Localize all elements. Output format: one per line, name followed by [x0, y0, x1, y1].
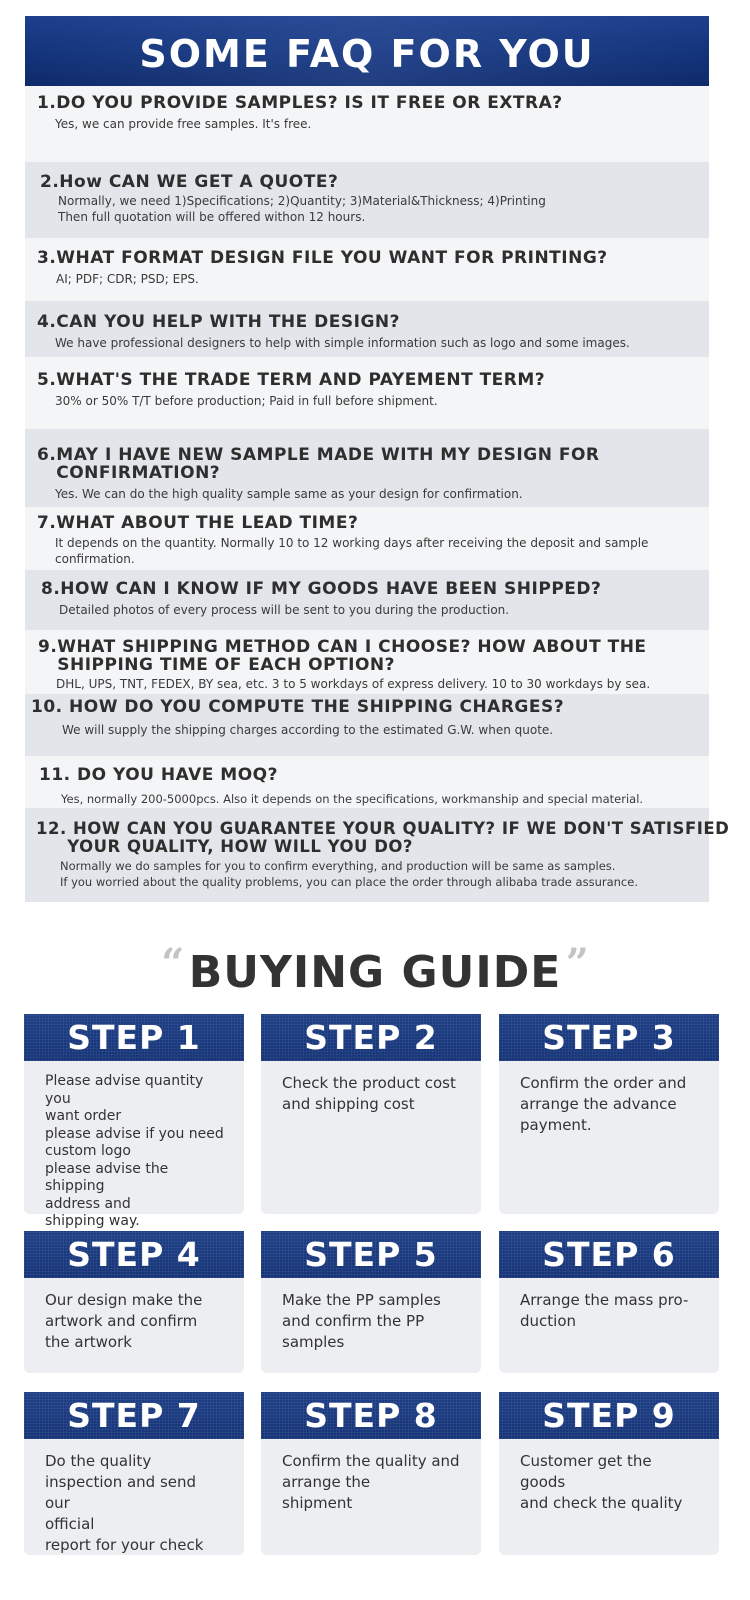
faq-question: 2.How CAN WE GET A QUOTE? — [40, 172, 339, 192]
faq-item-8 — [25, 570, 709, 630]
step-text: Confirm the quality and arrange the shipment — [282, 1452, 460, 1512]
step-text: Our design make the artwork and confirm the artwork — [45, 1291, 203, 1351]
faq-question: 9.WHAT SHIPPING METHOD CAN I CHOOSE? HOW ABOUT THE SHIPPING TIME OF EACH OPTION? — [38, 637, 647, 675]
step-card-1 — [24, 1014, 244, 1229]
faq-title: SOME FAQ FOR YOU — [139, 32, 595, 76]
faq-answer: It depends on the quantity. Normally 10 to 12 working days after receiving the deposit and sample confirmation. — [55, 536, 649, 566]
faq-answer: Yes, we can provide free samples. It's free. — [55, 117, 312, 131]
step-header — [24, 1014, 244, 1061]
step-label: STEP 8 — [304, 1396, 438, 1435]
step-header — [24, 1392, 244, 1439]
faq-question: 1.DO YOU PROVIDE SAMPLES? IS IT FREE OR EXTRA? — [37, 93, 563, 113]
faq-answer: We will supply the shipping charges according to the estimated G.W. when quote. — [62, 723, 554, 737]
faq-answer: Normally we do samples for you to confirm everything, and production will be same as samples. If you worried about the quality problems, you can place the order through alibaba trade assurance. — [60, 859, 638, 889]
step-header — [499, 1392, 719, 1439]
step-header — [499, 1231, 719, 1278]
faq-header — [25, 16, 709, 86]
faq-question: 5.WHAT'S THE TRADE TERM AND PAYEMENT TERM? — [37, 370, 546, 390]
faq-panel — [25, 16, 730, 902]
step-text: Please advise quantity you want order please advise if you need custom logo please advise the shipping address and shipping way. — [45, 1073, 224, 1229]
step-card-8 — [261, 1392, 481, 1555]
step-header — [24, 1231, 244, 1278]
step-text: Make the PP samples and confirm the PP samples — [282, 1291, 441, 1351]
faq-answer: Yes. We can do the high quality sample same as your design for confirmation. — [55, 487, 523, 501]
faq-item-7 — [25, 507, 709, 570]
faq-item-3 — [25, 238, 709, 301]
step-header — [261, 1392, 481, 1439]
step-label: STEP 2 — [304, 1018, 438, 1057]
faq-item-1 — [25, 86, 709, 162]
step-card-3 — [499, 1014, 719, 1214]
step-label: STEP 6 — [542, 1235, 676, 1274]
faq-answer: AI; PDF; CDR; PSD; EPS. — [56, 272, 199, 286]
buying-guide-heading — [0, 940, 750, 998]
step-label: STEP 3 — [542, 1018, 676, 1057]
faq-answer: We have professional designers to help with simple information such as logo and some images. — [55, 336, 630, 350]
step-label: STEP 5 — [304, 1235, 438, 1274]
step-label: STEP 9 — [542, 1396, 676, 1435]
step-header — [261, 1014, 481, 1061]
close-quote-icon: ” — [565, 940, 589, 987]
faq-question: 10. HOW DO YOU COMPUTE THE SHIPPING CHARGES? — [31, 697, 565, 717]
step-text: Do the quality inspection and send our official report for your check — [45, 1452, 204, 1554]
faq-question: 8.HOW CAN I KNOW IF MY GOODS HAVE BEEN SHIPPED? — [41, 579, 602, 599]
step-card-7 — [24, 1392, 244, 1555]
step-text: Check the product cost and shipping cost — [282, 1074, 456, 1113]
open-quote-icon: “ — [161, 940, 185, 987]
faq-question: 7.WHAT ABOUT THE LEAD TIME? — [37, 513, 359, 533]
step-label: STEP 7 — [67, 1396, 201, 1435]
faq-item-11 — [25, 756, 709, 808]
step-card-6 — [499, 1231, 719, 1373]
faq-question: 11. DO YOU HAVE MOQ? — [39, 765, 278, 785]
faq-question: 6.MAY I HAVE NEW SAMPLE MADE WITH MY DESIGN FOR CONFIRMATION? — [37, 445, 600, 483]
faq-item-10 — [25, 694, 709, 756]
step-text: Arrange the mass pro- duction — [520, 1291, 689, 1330]
faq-item-2 — [25, 162, 709, 238]
faq-item-9 — [25, 630, 709, 694]
faq-item-4 — [25, 301, 709, 357]
faq-answer: Yes, normally 200-5000pcs. Also it depends on the specifications, workmanship and special material. — [61, 792, 644, 806]
faq-question: 3.WHAT FORMAT DESIGN FILE YOU WANT FOR PRINTING? — [37, 248, 608, 268]
faq-question: 4.CAN YOU HELP WITH THE DESIGN? — [37, 312, 401, 332]
faq-item-6 — [25, 429, 709, 507]
faq-item-5 — [25, 357, 709, 429]
faq-answer: DHL, UPS, TNT, FEDEX, BY sea, etc. 3 to 5 workdays of express delivery. 10 to 30 workdays by sea. — [56, 677, 651, 691]
faq-item-12 — [25, 808, 730, 902]
step-label: STEP 1 — [67, 1018, 201, 1057]
step-card-5 — [261, 1231, 481, 1373]
step-card-9 — [499, 1392, 719, 1555]
step-label: STEP 4 — [67, 1235, 201, 1274]
faq-answer: Detailed photos of every process will be sent to you during the production. — [59, 603, 510, 617]
step-text: Confirm the order and arrange the advance payment. — [520, 1074, 687, 1134]
step-card-4 — [24, 1231, 244, 1373]
step-text: Customer get the goods and check the quality — [520, 1452, 683, 1512]
faq-answer: Normally, we need 1)Specifications; 2)Quantity; 3)Material&Thickness; 4)Printing Then full quotation will be offered withon 12 hours. — [58, 194, 546, 224]
buying-guide-title: BUYING GUIDE — [188, 947, 562, 998]
faq-answer: 30% or 50% T/T before production; Paid in full before shipment. — [55, 394, 438, 408]
step-card-2 — [261, 1014, 481, 1214]
step-header — [499, 1014, 719, 1061]
faq-question: 12. HOW CAN YOU GUARANTEE YOUR QUALITY? IF WE DON'T SATISFIED YOUR QUALITY, HOW WILL YOU DO? — [36, 819, 730, 856]
step-header — [261, 1231, 481, 1278]
